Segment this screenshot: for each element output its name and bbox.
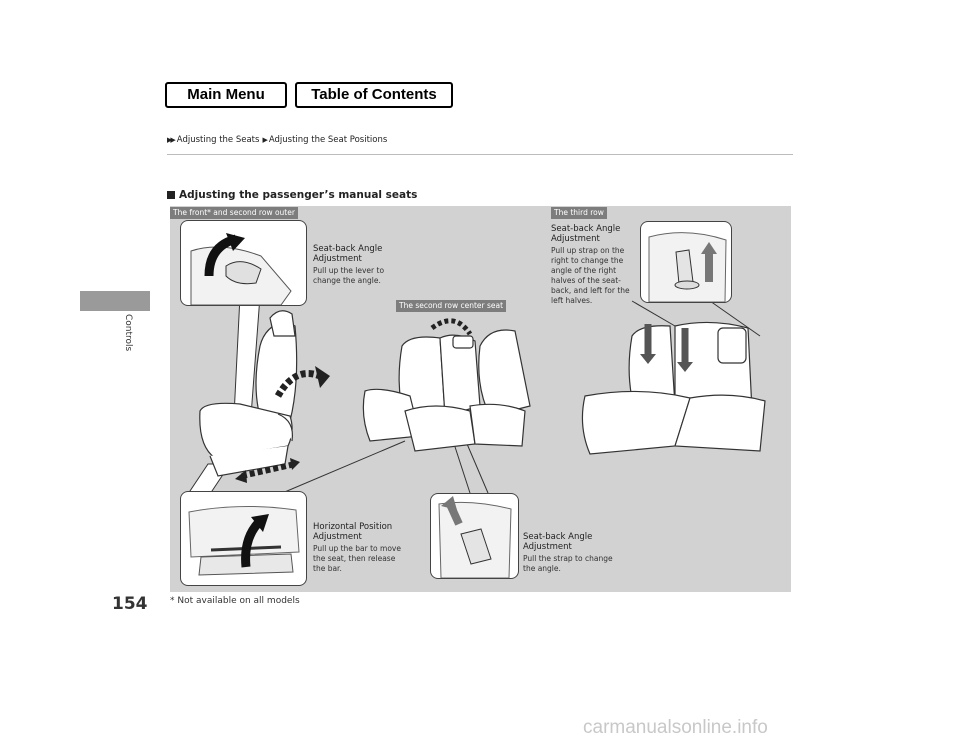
main-menu-button[interactable]: Main Menu <box>165 82 287 108</box>
section-title-text: Adjusting the passenger’s manual seats <box>179 189 418 201</box>
side-chapter-label: Controls <box>123 314 133 352</box>
breadcrumb-item-seats[interactable]: Adjusting the Seats <box>176 135 260 145</box>
center-recline-arrow-icon <box>432 321 470 334</box>
callout-seatback-center: Seat-back Angle Adjustment Pull the strap to change the angle. <box>523 532 613 573</box>
side-chapter-tab <box>80 291 150 311</box>
watermark: carmanualsonline.info <box>583 717 768 738</box>
leader-front-center <box>280 441 405 494</box>
callout-seatback-third: Seat-back Angle Adjustment Pull up strap on the right to change the angle of the right halves of the seat- back, and left for the left halves. <box>551 224 630 305</box>
inset-front-lever <box>180 220 307 306</box>
inset-horizontal-bar <box>180 491 307 586</box>
square-bullet-icon <box>167 191 175 199</box>
tag-front-second-outer: The front* and second row outer <box>170 207 298 219</box>
table-of-contents-button[interactable]: Table of Contents <box>295 82 453 108</box>
inset-third-strap <box>640 221 732 303</box>
second-row-seats <box>363 330 530 451</box>
leader-third-a <box>632 301 675 326</box>
breadcrumb-item-seat-positions[interactable]: Adjusting the Seat Positions <box>268 135 388 145</box>
tag-second-center: The second row center seat <box>396 300 506 312</box>
section-title <box>167 189 417 201</box>
tag-third-row: The third row <box>551 207 607 219</box>
inset-center-strap <box>430 493 519 579</box>
callout-seatback-front: Seat-back Angle Adjustment Pull up the lever to change the angle. <box>313 244 385 285</box>
breadcrumb <box>167 135 387 145</box>
callout-horizontal: Horizontal Position Adjustment Pull up the bar to move the seat, then release the bar. <box>313 522 401 573</box>
page-number: 154 <box>112 594 148 614</box>
header-divider <box>167 154 793 155</box>
third-row-seats <box>582 322 765 454</box>
breadcrumb-arrow-icon: ▶▶ <box>167 136 174 144</box>
seat-figure-panel <box>170 206 791 592</box>
footnote: * Not available on all models <box>170 596 300 606</box>
breadcrumb-arrow-icon: ▶ <box>262 136 266 144</box>
